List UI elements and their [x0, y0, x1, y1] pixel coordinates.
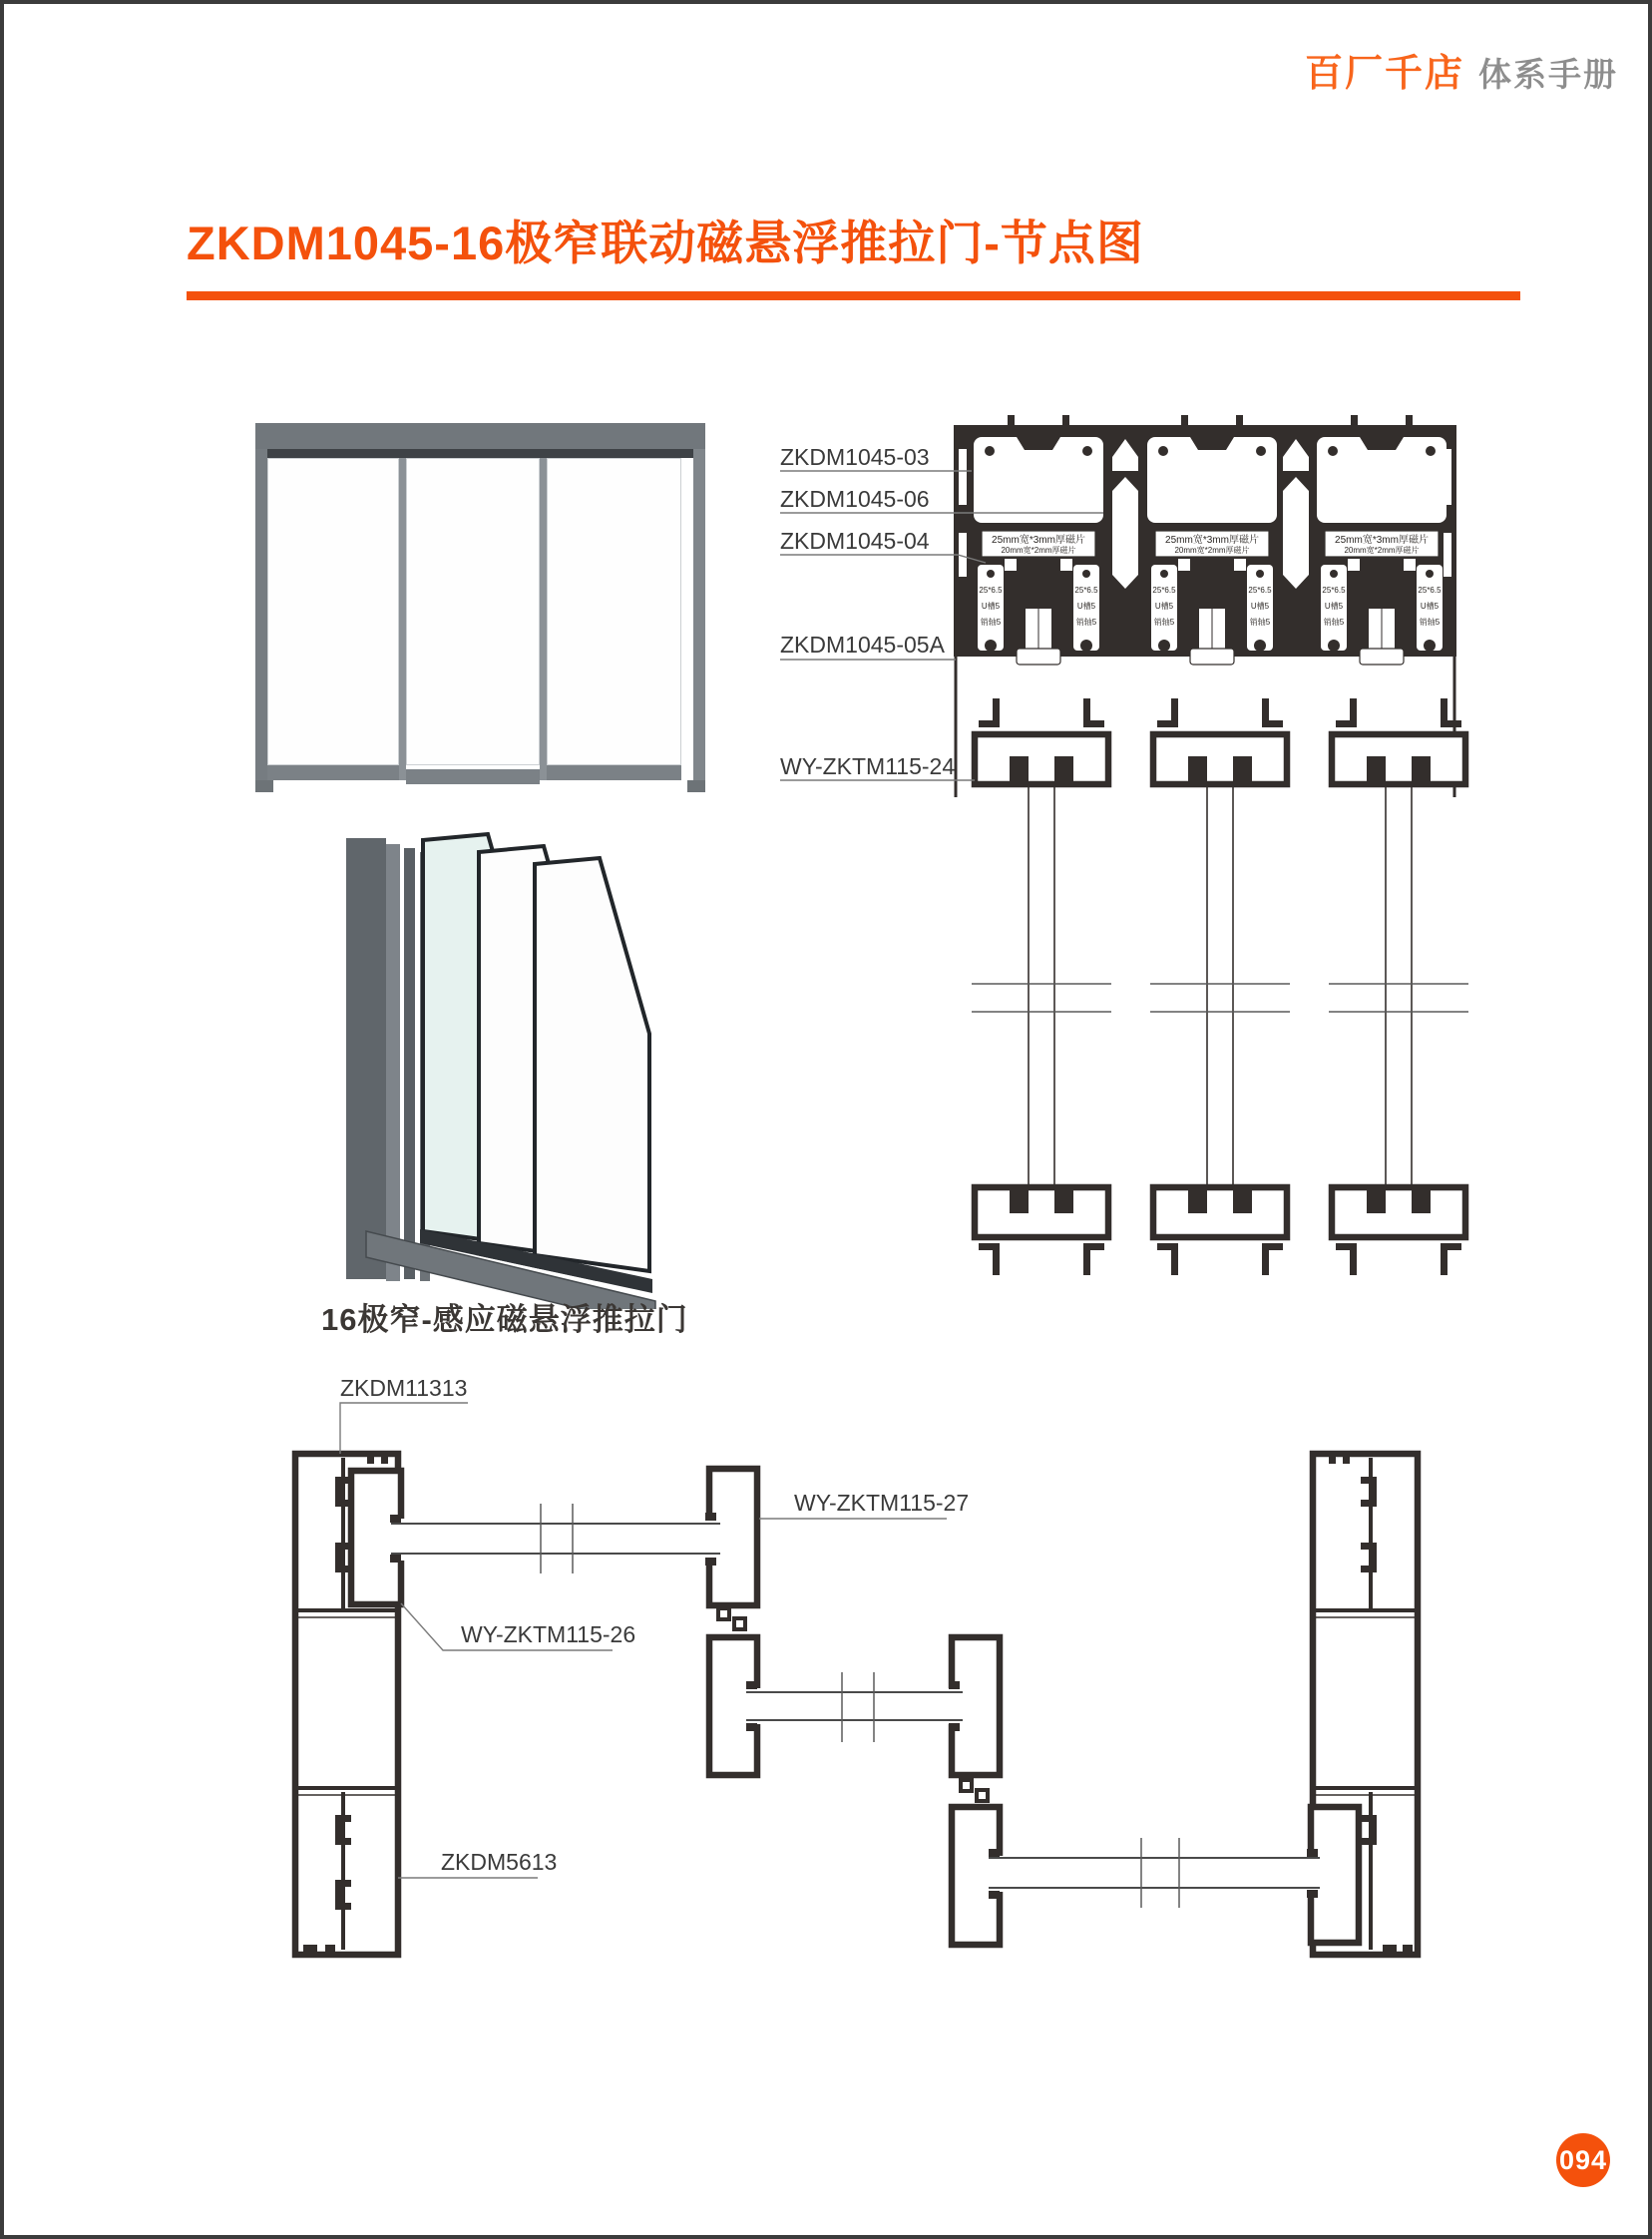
track-divider-1 [1112, 439, 1138, 589]
glass-render-slat-1 [404, 848, 415, 1279]
part-label: WY-ZKTM115-24 [780, 753, 956, 779]
slot-spec: U槽5 [1324, 602, 1344, 611]
top-node-diagram [772, 413, 1470, 1301]
door-right-foot [687, 780, 705, 792]
page-title: ZKDM1045-16极窄联动磁悬浮推拉门-节点图 [187, 217, 1144, 269]
mid-profile-b [945, 1637, 1007, 1945]
slot-spec: 销轴5 [1075, 618, 1097, 627]
part-label: ZKDM5613 [441, 1849, 558, 1875]
magnet-spec-line2: 20mm宽*2mm厚磁片 [1344, 546, 1420, 555]
slot-spec: 销轴5 [1153, 618, 1175, 627]
right-jamb-clamp [1311, 1807, 1359, 1943]
door-panel-1 [267, 458, 399, 765]
slot-spec: U槽5 [1250, 602, 1270, 611]
door-sill-1 [267, 765, 399, 780]
mid-profile-a [702, 1469, 764, 1775]
slot-spec: 25*6.5 [1074, 586, 1098, 595]
slot-spec: U槽5 [981, 602, 1001, 611]
glass-render-post-face [386, 844, 400, 1281]
part-label: ZKDM11313 [340, 1375, 468, 1401]
track-divider-2 [1283, 439, 1309, 589]
left-jamb-profile [295, 1454, 409, 1955]
part-label: WY-ZKTM115-27 [794, 1490, 970, 1516]
slot-spec: U槽5 [1154, 602, 1174, 611]
part-label: ZKDM1045-05A [780, 632, 945, 658]
header-logo [1305, 42, 1618, 97]
part-label: ZKDM1045-03 [780, 444, 930, 470]
door-panel-2 [406, 458, 540, 765]
door-header-bar [255, 423, 705, 449]
part-label: ZKDM1045-04 [780, 528, 930, 554]
magnet-spec-line1: 25mm宽*3mm厚磁片 [992, 535, 1085, 546]
door-left-jamb [255, 449, 267, 780]
slot-spec: 销轴5 [1419, 618, 1441, 627]
door-right-jamb [693, 449, 705, 780]
title-underline [187, 291, 1520, 300]
slot-spec: 25*6.5 [1248, 586, 1272, 595]
magnet-spec-line1: 25mm宽*3mm厚磁片 [1165, 535, 1259, 546]
page-number-badge [1556, 2133, 1610, 2187]
brand-logo-text: 百厂千店 [1304, 53, 1464, 95]
magnet-spec-line2: 20mm宽*2mm厚磁片 [1174, 546, 1250, 555]
door-sill-2 [406, 769, 540, 784]
glass-pane-2 [737, 1692, 967, 1720]
door-section-3 [1329, 698, 1468, 1275]
sliding-door-render [255, 423, 705, 807]
bottom-node-diagram [283, 1361, 1460, 2010]
door-left-foot [255, 780, 273, 792]
track-bay-1 [974, 437, 1103, 665]
door-section-2 [1150, 698, 1290, 1275]
slot-spec: 25*6.5 [1322, 586, 1346, 595]
part-label: WY-ZKTM115-26 [461, 1621, 636, 1647]
render-caption: 16极窄-感应磁悬浮推拉门 [321, 1302, 688, 1337]
slot-spec: 25*6.5 [979, 586, 1003, 595]
slot-spec: U槽5 [1420, 602, 1440, 611]
door-panel-3 [547, 458, 681, 765]
track-bay-3 [1317, 437, 1446, 665]
slot-spec: 销轴5 [1323, 618, 1345, 627]
glass-panels-render [338, 830, 682, 1309]
glass-sheet-3 [532, 858, 652, 1293]
slot-spec: 25*6.5 [1418, 586, 1442, 595]
clamp-wy-zktm115-26 [351, 1471, 401, 1604]
door-track-shadow [267, 449, 693, 458]
glass-render-post [346, 838, 386, 1279]
door-stile-2 [540, 458, 547, 780]
manual-name-text: 体系手册 [1478, 56, 1618, 93]
slot-spec: 25*6.5 [1152, 586, 1176, 595]
right-jamb-profile [1302, 1454, 1418, 1955]
track-bay-2 [1147, 437, 1277, 665]
page-number: 094 [1558, 2144, 1608, 2175]
glass-pane-1 [378, 1524, 717, 1554]
door-section-1 [972, 698, 1111, 1275]
glass-pane-3 [977, 1858, 1326, 1888]
part-label: ZKDM1045-06 [780, 486, 930, 512]
slot-spec: 销轴5 [980, 618, 1002, 627]
door-sill-3 [547, 765, 681, 780]
leader-zkdm11313 [340, 1403, 468, 1454]
magnet-spec-line1: 25mm宽*3mm厚磁片 [1335, 535, 1429, 546]
slot-spec: 销轴5 [1249, 618, 1271, 627]
door-stile-1 [399, 458, 406, 780]
magnet-spec-line2: 20mm宽*2mm厚磁片 [1001, 546, 1076, 555]
slot-spec: U槽5 [1076, 602, 1096, 611]
